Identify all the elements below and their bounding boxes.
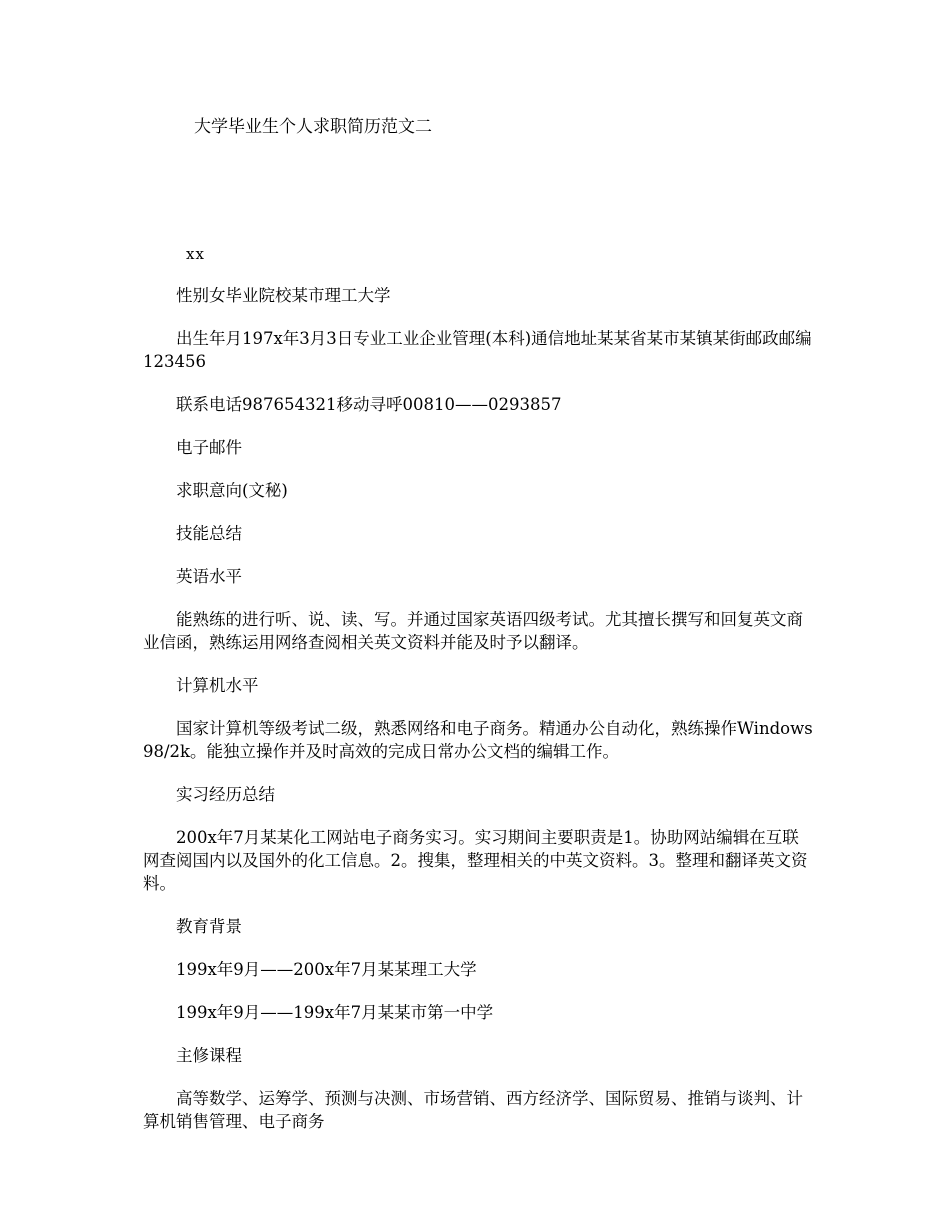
paragraph-email: 电子邮件 xyxy=(176,438,242,457)
document-title: 大学毕业生个人求职简历范文二 xyxy=(194,117,432,137)
paragraph-phone: 联系电话987654321移动寻呼00810——0293857 xyxy=(176,395,562,414)
heading-skills-summary: 技能总结 xyxy=(176,524,242,543)
heading-major-courses: 主修课程 xyxy=(176,1046,242,1065)
applicant-name: xx xyxy=(186,245,205,263)
heading-computer-level: 计算机水平 xyxy=(176,676,259,695)
paragraph-english-details: 能熟练的进行听、说、读、写。并通过国家英语四级考试。尤其擅长撰写和回复英文商业信函，熟练运用网络查阅相关英文资料并能及时予以翻译。 xyxy=(143,610,803,652)
paragraph-education-university: 199x年9月——200x年7月某某理工大学 xyxy=(176,960,477,979)
paragraph-internship-details: 200x年7月某某化工网站电子商务实习。实习期间主要职责是1。协助网站编辑在互联网查阅国内以及国外的化工信息。2。搜集，整理相关的中英文资料。3。整理和翻译英文资料。 xyxy=(143,828,808,893)
paragraph-job-objective: 求职意向(文秘) xyxy=(176,481,288,500)
document-body xyxy=(143,284,813,1153)
heading-english-level: 英语水平 xyxy=(176,567,242,586)
paragraph-education-highschool: 199x年9月——199x年7月某某市第一中学 xyxy=(176,1003,494,1022)
paragraph-gender-school: 性别女毕业院校某市理工大学 xyxy=(176,286,391,305)
heading-education: 教育背景 xyxy=(176,917,242,936)
paragraph-computer-details: 国家计算机等级考试二级，熟悉网络和电子商务。精通办公自动化，熟练操作Windows98/2k。能独立操作并及时高效的完成日常办公文档的编辑工作。 xyxy=(143,719,813,761)
paragraph-courses-list: 高等数学、运筹学、预测与决测、市场营销、西方经济学、国际贸易、推销与谈判、计算机销售管理、电子商务 xyxy=(143,1089,803,1131)
heading-internship-summary: 实习经历总结 xyxy=(176,785,275,804)
paragraph-birth-major-address: 出生年月197x年3月3日专业工业企业管理(本科)通信地址某某省某市某镇某街邮政邮编123456 xyxy=(143,329,812,371)
